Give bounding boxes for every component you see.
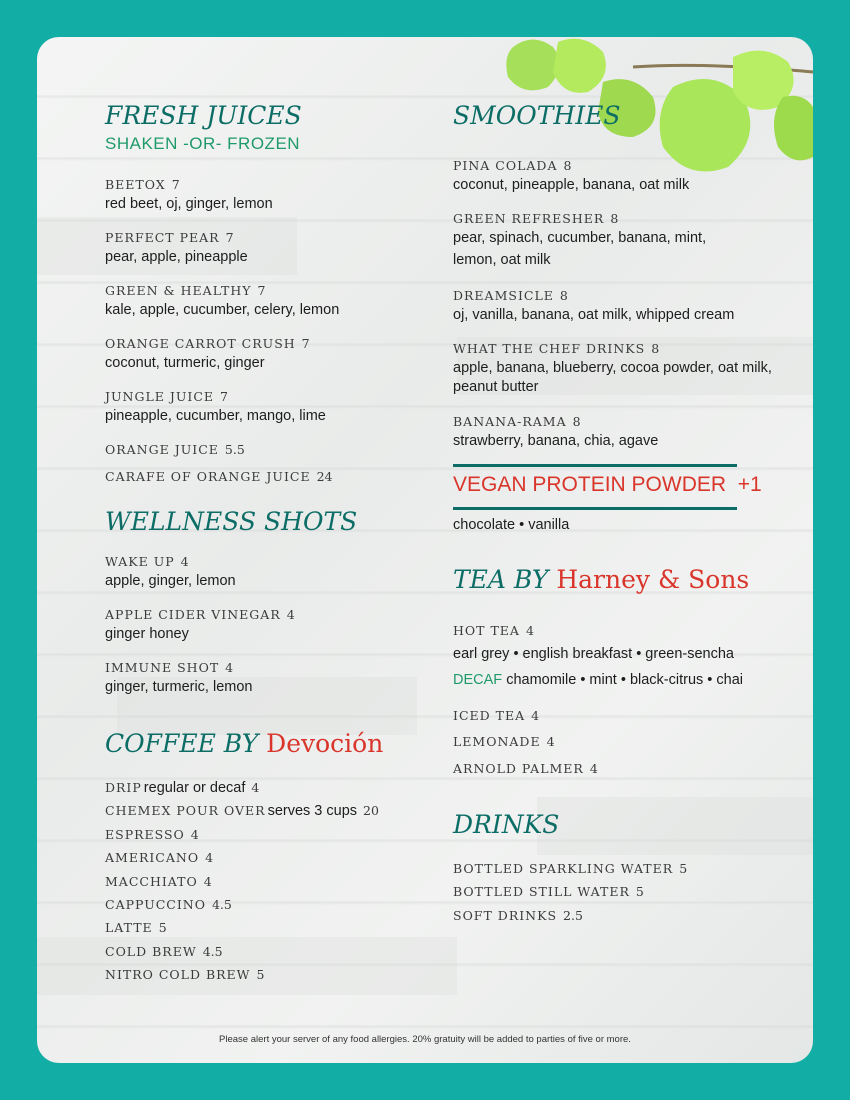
coffee-title-text: COFFEE BY [105, 729, 259, 758]
item-description: pineapple, cucumber, mango, lime [105, 408, 326, 424]
item-description: ginger, turmeric, lemon [105, 679, 253, 695]
menu-item [453, 338, 772, 395]
item-price: 5 [158, 920, 167, 935]
menu-item [453, 411, 658, 449]
item-name: ORANGE JUICE [105, 442, 219, 457]
item-price: 4 [203, 874, 212, 889]
item-price: 8 [559, 288, 568, 303]
menu-item [105, 386, 326, 424]
menu-item [453, 620, 534, 639]
item-name: WAKE UP [105, 554, 175, 569]
item-price: 2.5 [563, 908, 583, 923]
menu-card [37, 37, 813, 1063]
tea-options: earl grey • english breakfast • green-sencha [453, 646, 734, 662]
menu-item [105, 551, 236, 589]
menu-item [105, 227, 248, 265]
item-name: BOTTLED STILL WATER [453, 884, 630, 899]
item-description: apple, ginger, lemon [105, 573, 236, 589]
item-price: 4 [190, 827, 199, 842]
coffee-brand: Devoción [266, 729, 384, 758]
item-description: pear, apple, pineapple [105, 249, 248, 265]
menu-item [453, 905, 583, 924]
item-name: IMMUNE SHOT [105, 660, 220, 675]
menu-item [105, 894, 232, 913]
item-note: serves 3 cups [267, 803, 358, 819]
item-name: BANANA-RAMA [453, 414, 567, 429]
item-price: 4 [251, 780, 260, 795]
item-description: coconut, pineapple, banana, oat milk [453, 177, 690, 193]
item-name: HOT TEA [453, 623, 520, 638]
protein-label-text: VEGAN PROTEIN POWDER [453, 473, 727, 496]
item-description: kale, apple, cucumber, celery, lemon [105, 302, 340, 318]
drinks-title: DRINKS [453, 810, 560, 839]
item-description: pear, spinach, cucumber, banana, mint, [453, 230, 707, 246]
menu-item [453, 208, 706, 268]
item-price: 8 [563, 158, 572, 173]
item-price: 7 [301, 336, 310, 351]
menu-item [453, 285, 734, 323]
item-name: ARNOLD PALMER [453, 761, 584, 776]
juices-subtitle: SHAKEN -OR- FROZEN [105, 134, 301, 153]
shots-title: WELLNESS SHOTS [105, 507, 358, 536]
item-name: DREAMSICLE [453, 288, 554, 303]
item-name: AMERICANO [105, 850, 200, 865]
tea-title [453, 565, 749, 594]
item-price: 4.5 [202, 944, 223, 959]
item-name: JUNGLE JUICE [105, 389, 215, 404]
item-description: red beet, oj, ginger, lemon [105, 196, 273, 212]
menu-item [105, 964, 264, 983]
item-price: 7 [171, 177, 180, 192]
item-name: CARAFE OF ORANGE JUICE [105, 469, 311, 484]
decaf-list: chamomile • mint • black-citrus • chai [506, 672, 744, 688]
menu-item [105, 280, 339, 318]
menu-item [105, 824, 199, 843]
item-price: 5 [679, 861, 688, 876]
menu-item [105, 847, 213, 866]
allergy-notice: Please alert your server of any food allergies. 20% gratuity will be added to parties of five or more. [219, 1034, 631, 1045]
item-price: 8 [651, 341, 660, 356]
item-price: 5 [256, 967, 265, 982]
menu-item [105, 333, 310, 371]
background-brick [537, 797, 813, 855]
smoothies-title: SMOOTHIES [453, 101, 621, 130]
item-name: CAPPUCCINO [105, 897, 206, 912]
menu-item [453, 705, 539, 724]
item-name: SOFT DRINKS [453, 908, 558, 923]
item-price: 4.5 [211, 897, 232, 912]
item-price: 5 [635, 884, 644, 899]
protein-banner [453, 464, 762, 510]
item-price: 7 [225, 230, 234, 245]
item-price: 5.5 [224, 442, 245, 457]
item-price: 8 [572, 414, 581, 429]
item-name: GREEN REFRESHER [453, 211, 605, 226]
item-name: COLD BREW [105, 944, 197, 959]
menu-item [105, 604, 295, 642]
item-name: ICED TEA [453, 708, 526, 723]
item-description: oj, vanilla, banana, oat milk, whipped cream [453, 307, 735, 323]
menu-item [453, 758, 598, 777]
item-description-line2: peanut butter [453, 379, 539, 395]
menu-item [453, 155, 689, 193]
item-price: 4 [546, 734, 555, 749]
item-name: LATTE [105, 920, 153, 935]
item-description: apple, banana, blueberry, cocoa powder, oat milk, [453, 360, 772, 376]
item-name: NITRO COLD BREW [105, 967, 251, 982]
item-price: 4 [180, 554, 189, 569]
item-name: PINA COLADA [453, 158, 558, 173]
protein-label [453, 473, 762, 497]
item-description: ginger honey [105, 626, 189, 642]
menu-item [105, 466, 332, 485]
item-name: DRIP [105, 780, 142, 795]
menu-item [105, 777, 259, 796]
menu-item [453, 731, 555, 750]
menu-item [105, 941, 223, 960]
item-price: 4 [286, 607, 295, 622]
item-price: 4 [525, 623, 534, 638]
item-price: 7 [257, 283, 266, 298]
item-price: 8 [610, 211, 619, 226]
item-description: coconut, turmeric, ginger [105, 355, 265, 371]
item-name: WHAT THE CHEF DRINKS [453, 341, 646, 356]
item-name: BEETOX [105, 177, 166, 192]
decaf-label: DECAF [453, 672, 503, 688]
coffee-title [105, 729, 383, 758]
item-price: 7 [220, 389, 228, 404]
item-name: ORANGE CARROT CRUSH [105, 336, 296, 351]
item-price: 24 [316, 469, 333, 484]
menu-item [453, 858, 687, 877]
item-name: PERFECT PEAR [105, 230, 220, 245]
item-name: BOTTLED SPARKLING WATER [453, 861, 674, 876]
item-price: 4 [531, 708, 540, 723]
item-price: 4 [589, 761, 598, 776]
menu-item [105, 657, 252, 695]
item-name: LEMONADE [453, 734, 541, 749]
item-price: 20 [363, 803, 379, 818]
item-price: 4 [225, 660, 234, 675]
item-description: strawberry, banana, chia, agave [453, 433, 659, 449]
menu-item [453, 881, 644, 900]
item-name: CHEMEX POUR OVER [105, 803, 266, 818]
menu-item [105, 439, 245, 458]
menu-item [105, 174, 273, 212]
item-name: MACCHIATO [105, 874, 198, 889]
menu-item [105, 917, 167, 936]
decaf-tea-options [453, 672, 743, 688]
menu-item [105, 871, 212, 890]
item-note: regular or decaf [143, 780, 246, 796]
item-name: APPLE CIDER VINEGAR [105, 607, 281, 622]
protein-flavors: chocolate • vanilla [453, 517, 570, 533]
item-name: ESPRESSO [105, 827, 185, 842]
tea-title-text: TEA BY [453, 565, 549, 594]
item-price: 4 [205, 850, 214, 865]
menu-item [105, 800, 379, 819]
item-name: GREEN & HEALTHY [105, 283, 252, 298]
item-description-line2: lemon, oat milk [453, 252, 551, 268]
tea-brand: Harney & Sons [556, 565, 750, 594]
protein-price: +1 [737, 473, 762, 496]
juices-title: FRESH JUICES [105, 101, 302, 130]
